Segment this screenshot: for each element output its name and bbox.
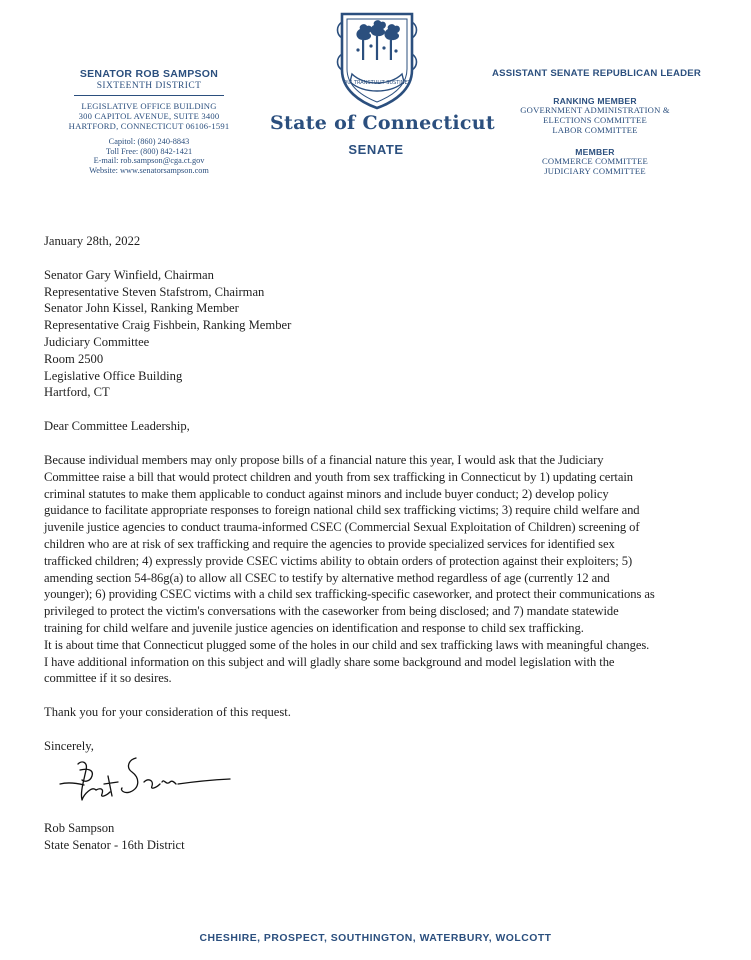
thank-you-line: Thank you for your consideration of this request. xyxy=(44,705,291,720)
seal-motto: QUI TRANSTULIT SUSTINET xyxy=(343,80,411,86)
website-address: Website: www.senatorsampson.com xyxy=(89,165,209,175)
recipient-line: Room 2500 xyxy=(44,351,104,366)
recipient-line: Representative Craig Fishbein, Ranking Member xyxy=(44,318,292,333)
email-address: E-mail: rob.sampson@cga.ct.gov xyxy=(93,156,205,166)
letter-date: January 28th, 2022 xyxy=(44,234,141,248)
recipient-line: Judiciary Committee xyxy=(44,334,150,349)
committee-line: LABOR COMMITTEE xyxy=(552,124,638,135)
leader-title: ASSISTANT SENATE REPUBLICAN LEADER xyxy=(492,68,701,79)
body-line: younger); 6) providing CSEC victims with a child sex trafficking-specific caseworker, and protect their communications as xyxy=(44,587,655,602)
senator-name: SENATOR ROB SAMPSON xyxy=(79,68,219,80)
committee-line: ELECTIONS COMMITTEE xyxy=(543,114,647,125)
body-line: training for child welfare and juvenile justice agencies on identification and response to child sex trafficking. xyxy=(44,620,584,635)
recipient-line: Representative Steven Stafstrom, Chairman xyxy=(44,284,265,299)
body-paragraph xyxy=(44,452,714,687)
address-line: LEGISLATIVE OFFICE BUILDING xyxy=(81,101,217,111)
address-line: 300 CAPITOL AVENUE, SUITE 3400 xyxy=(78,111,220,121)
signer-title: State Senator - 16th District xyxy=(44,837,185,852)
body-line: juvenile justice agencies to conduct trauma-informed CSEC (Commercial Sexual Exploitation of Children) screening of xyxy=(44,520,640,535)
body-line: children who are at risk of sex trafficking and require the agencies to provide specialized services for identified sex xyxy=(44,536,615,551)
address-line: HARTFORD, CONNECTICUT 06106-1591 xyxy=(68,121,230,131)
body-line: Because individual members may only propose bills of a financial nature this year, I would ask that the Judiciary xyxy=(44,452,604,467)
committee-line: COMMERCE COMMITTEE xyxy=(541,156,648,167)
signoff: Sincerely, xyxy=(44,738,94,753)
body-line: It is about time that Connecticut plugged some of the holes in our child and sex trafficking laws with meaningful changes. xyxy=(44,637,650,652)
body-line: Committee raise a bill that would protect children and youth from sex trafficking in Connecticut by 1) updating certain xyxy=(44,469,633,484)
recipient-line: Senator Gary Winfield, Chairman xyxy=(44,267,214,282)
connecticut-state-seal xyxy=(334,10,420,110)
contact-info xyxy=(54,137,244,175)
letterhead-rule xyxy=(74,95,224,96)
ranking-member-heading: RANKING MEMBER xyxy=(553,96,637,106)
member-heading: MEMBER xyxy=(575,147,615,158)
signer-block xyxy=(44,820,344,854)
district-towns-footer: CHESHIRE, PROSPECT, SOUTHINGTON, WATERBURY, WOLCOTT xyxy=(199,933,552,944)
recipient-line: Legislative Office Building xyxy=(44,368,183,383)
body-line: I have additional information on this subject and will gladly share some background and model legislation with the xyxy=(44,654,615,669)
body-line: amending section 54-86g(a) to allow all CSEC to testify by alternative method regardless of age (currently 12 and xyxy=(44,570,610,585)
committee-line: GOVERNMENT ADMINISTRATION & xyxy=(520,105,670,115)
body-line: privileged to protect the victim's conversations with the caseworker from being disclosed; and 7) mandate statewide xyxy=(44,604,619,619)
senator-district: SIXTEENTH DISTRICT xyxy=(96,81,202,91)
letter-body xyxy=(44,233,714,755)
committee-line: JUDICIARY COMMITTEE xyxy=(544,166,646,177)
body-line: committee if it so desires. xyxy=(44,671,172,686)
body-line: criminal statutes to make them applicable to conduct against minors and include buyer conduct; 2) develop policy xyxy=(44,486,609,501)
body-line: trafficked children; 4) expressly provide CSEC victims ability to obtain orders of protection against their exploiters; 5) xyxy=(44,553,633,568)
capitol-phone: Capitol: (860) 240-8843 xyxy=(108,137,190,146)
state-title: State of Connecticut xyxy=(270,112,495,134)
recipient-block xyxy=(44,267,714,401)
salutation: Dear Committee Leadership, xyxy=(44,419,190,434)
signer-name: Rob Sampson xyxy=(44,821,115,835)
recipient-line: Senator John Kissel, Ranking Member xyxy=(44,301,239,316)
office-address xyxy=(54,101,244,131)
leadership-info-block xyxy=(492,68,701,177)
chamber-label: SENATE xyxy=(348,142,404,157)
body-line: guidance to facilitate appropriate responses to foreign national child sex trafficking victims; 3) require child welfare and xyxy=(44,503,640,518)
recipient-line: Hartford, CT xyxy=(44,385,110,400)
handwritten-signature xyxy=(58,752,233,812)
senator-info-block xyxy=(54,68,244,175)
toll-free-phone: Toll Free: (800) 842-1421 xyxy=(105,146,193,156)
